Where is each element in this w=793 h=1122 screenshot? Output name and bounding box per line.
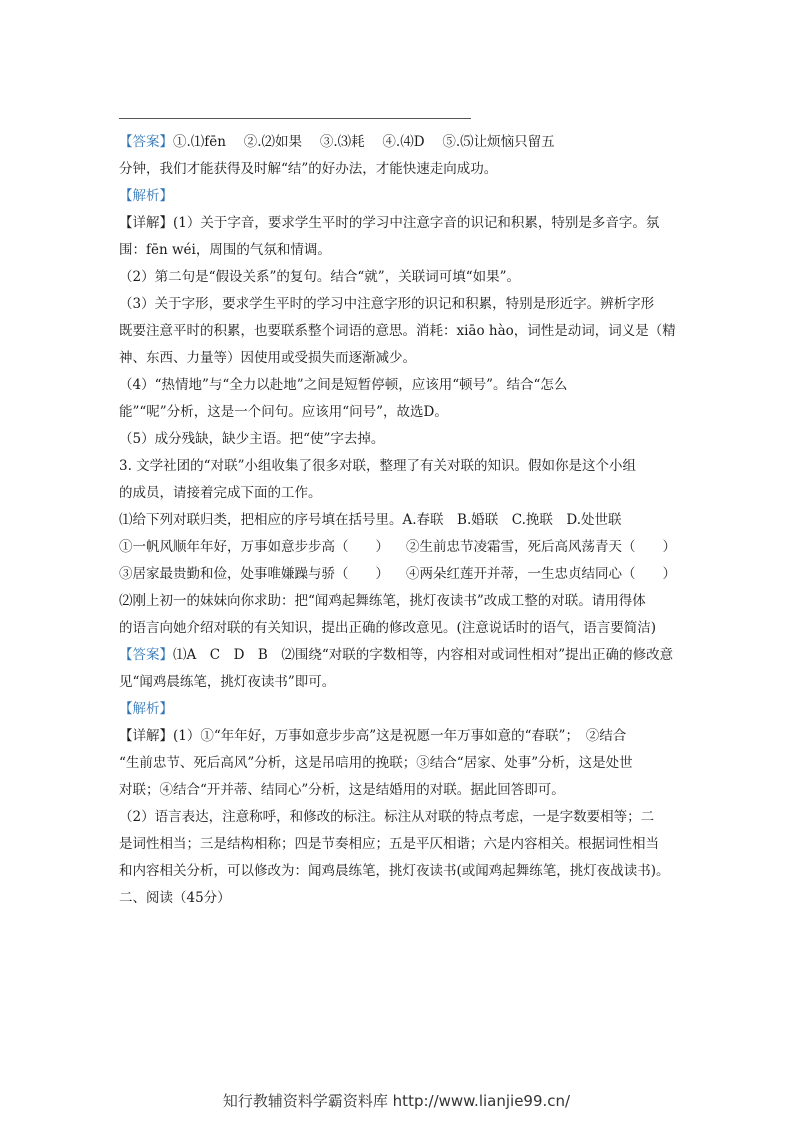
couplet-3: ③居家最贵勤和俭，处事唯嫌躁与骄（ ） [119, 566, 389, 582]
question-3-sub2b: 的语言向她介绍对联的有关知识，提出正确的修改意见。(注意说话时的语气，语言要简洁) [119, 620, 657, 636]
analysis-1-p4b: 能”“呢”分析，这是一个问句。应该用“问号”，故选D。 [119, 404, 448, 420]
couplet-row-2 [119, 561, 676, 588]
answer-1-line-2: 分钟，我们才能获得及时解“结”的好办法，才能快速走向成功。 [119, 161, 498, 177]
analysis-1-p2: （2）第二句是“假设关系”的复句。结合“就”，关联词可填“如果”。 [119, 269, 520, 285]
couplet-row-1 [119, 534, 676, 561]
footer-watermark: 知行教辅资料学霸资料库 http://www.lianjie99.cn/ [222, 1092, 571, 1110]
analysis-tag: 【解析】 [119, 701, 173, 717]
question-3-stem-b: 的成员，请接着完成下面的工作。 [119, 485, 322, 501]
analysis-2-p2a: （2）语言表达，注意称呼，和修改的标注。标注从对联的特点考虑，一是字数要相等；二 [119, 809, 655, 825]
analysis-1-p5: （5）成分残缺，缺少主语。把“使”字去掉。 [119, 431, 385, 447]
analysis-1-p3b: 既要注意平时的积累，也要联系整个词语的意思。消耗：xiāo hào，词性是动词，词义是（精 [119, 323, 676, 339]
header-rule [119, 118, 471, 119]
section-heading: 二、阅读（45分） [119, 890, 231, 906]
analysis-1-p3c: 神、东西、力量等）因使用或受损失而逐渐减少。 [119, 350, 416, 366]
analysis-1-p3a: （3）关于字形，要求学生平时的学习中注意字形的识记和积累，特别是形近字。辨析字形 [119, 296, 655, 312]
analysis-2-p1c: 对联；④结合“开并蒂、结同心”分析，这是结婚用的对联。据此回答即可。 [119, 782, 565, 798]
answer-tag: 【答案】 [119, 134, 173, 150]
answer-tag: 【答案】 [119, 647, 173, 663]
analysis-tag: 【解析】 [119, 188, 173, 204]
answer-2-line-1: 【答案】⑴A C D B ⑵围绕“对联的字数相等，内容相对或词性相对”提出正确的修改意 [119, 647, 674, 663]
analysis-1-p4a: （4）“热情地”与“全力以赴地”之间是短暂停顿，应该用“顿号”。结合“怎么 [119, 377, 568, 393]
couplet-1: ①一帆风顺年年好，万事如意步步高（ ） [119, 539, 389, 555]
question-3-sub1: ⑴给下列对联归类，把相应的序号填在括号里。A.春联 B.婚联 C.挽联 D.处世联 [119, 512, 622, 528]
couplet-4: ④两朵红莲开并蒂，一生忠贞结同心（ ） [406, 566, 676, 582]
couplet-2: ②生前忠节凌霜雪，死后高风荡青天（ ） [406, 539, 676, 555]
analysis-1-p1b: 围：fēn wéi，周围的气氛和情调。 [119, 242, 331, 258]
detail-tag: 【详解】 [119, 215, 173, 231]
analysis-1-p1a: 【详解】(1）关于字音，要求学生平时的学习中注意字音的识记和积累，特别是多音字。氛 [119, 215, 660, 231]
analysis-2-p1b: “生前忠节、死后高风”分析，这是吊唁用的挽联；③结合“居家、处事”分析，这是处世 [119, 755, 633, 771]
answer-1-line-1: 【答案】①.⑴fēn ②.⑵如果 ③.⑶耗 ④.⑷D ⑤.⑸让烦恼只留五 [119, 134, 555, 150]
question-3-stem-a: 3. 文学社团的“对联”小组收集了很多对联，整理了有关对联的知识。假如你是这个小组 [119, 458, 636, 474]
analysis-2-p2c: 和内容相关分析，可以修改为：闻鸡晨练笔，挑灯夜读书(或闻鸡起舞练笔，挑灯夜战读书)。 [119, 863, 670, 879]
answer-2-line-2: 见“闻鸡晨练笔，挑灯夜读书”即可。 [119, 674, 336, 690]
question-3-sub2a: ⑵刚上初一的妹妹向你求助：把“闻鸡起舞练笔，挑灯夜读书”改成工整的对联。请用得体 [119, 593, 646, 609]
detail-tag: 【详解】 [119, 728, 173, 744]
analysis-2-p2b: 是词性相当；三是结构相称；四是节奏相应；五是平仄相谐；六是内容相关。根据词性相当 [119, 836, 659, 852]
document-body [119, 129, 676, 912]
analysis-2-p1a: 【详解】(1）①“年年好，万事如意步步高”这是祝愿一年万事如意的“春联”； ②结合 [119, 728, 627, 744]
